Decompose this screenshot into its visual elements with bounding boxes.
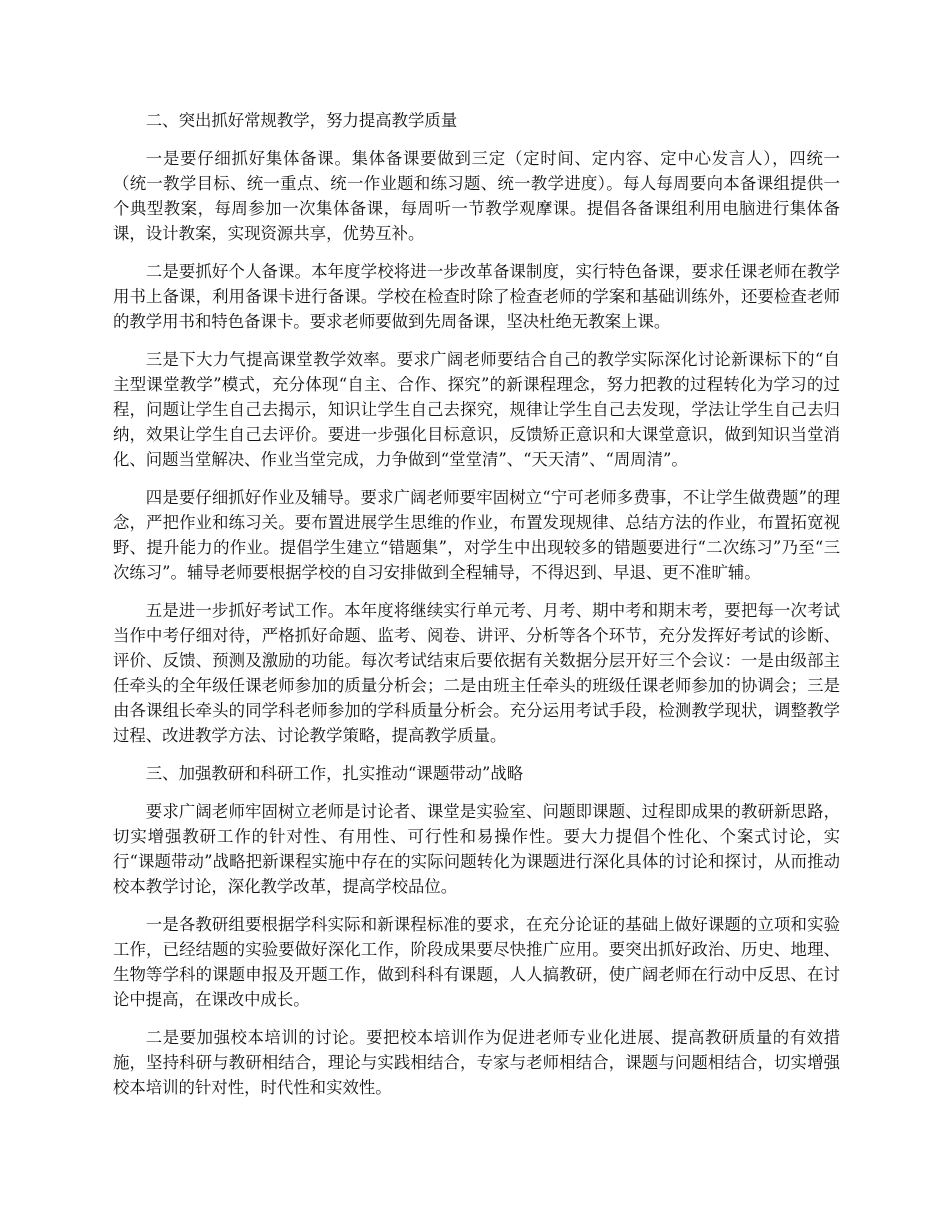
document-body	[113, 108, 840, 1113]
paragraph-exam-work: 五是进一步抓好考试工作。本年度将继续实行单元考、月考、期中考和期末考，要把每一次考试当作中考仔细对待，严格抓好命题、监考、阅卷、讲评、分析等各个环节，充分发挥好考试的诊断、评价、反馈、预测及激励的功能。每次考试结束后要依据有关数据分层开好三个会议：一是由级部主任牵头的全年级任课老师参加的质量分析会；二是由班主任牵头的班级任课老师参加的协调会；三是由各课组长牵头的同学科老师参加的学科质量分析会。充分运用考试手段，检测教学现状，调整教学过程、改进教学方法、讨论教学策略，提高教学质量。	[113, 601, 840, 745]
paragraph-school-training: 二是要加强校本培训的讨论。要把校本培训作为促进老师专业化进展、提高教研质量的有效措施，坚持科研与教研相结合，理论与实践相结合，专家与老师相结合，课题与问题相结合，切实增强校本培训的针对性，时代性和实效性。	[113, 1028, 840, 1097]
section-heading-2: 二、突出抓好常规教学，努力提高教学质量	[145, 111, 458, 130]
paragraph-homework-tutoring: 四是要仔细抓好作业及辅导。要求广阔老师要牢固树立“宁可老师多费事，不让学生做费题”的理念，严把作业和练习关。要布置进展学生思维的作业，布置发现规律、总结方法的作业，布置拓宽视野、提升能力的作业。提倡学生建立“错题集”，对学生中出现较多的错题要进行“二次练习”乃至“三次练习”。辅导老师要根据学校的自习安排做到全程辅导，不得迟到、早退、更不准旷辅。	[113, 488, 840, 582]
paragraph-classroom-efficiency: 三是下大力气提高课堂教学效率。要求广阔老师要结合自己的教学实际深化讨论新课标下的“自主型课堂教学”模式，充分体现“自主、合作、探究”的新课程理念，努力把教的过程转化为学习的过程，问题让学生自己去揭示，知识让学生自己去探究，规律让学生自己去发现，学法让学生自己去归纳，效果让学生自己去评价。要进一步强化目标意识，反馈矫正意识和大课堂意识，做到知识当堂消化、问题当堂解决、作业当堂完成，力争做到“堂堂清”、“天天清”、“周周清”。	[113, 350, 840, 469]
paragraph-research-approach: 要求广阔老师牢固树立老师是讨论者、课堂是实验室、问题即课题、过程即成果的教研新思路，切实增强教研工作的针对性、有用性、可行性和易操作性。要大力提倡个性化、个案式讨论，实行“课题带动”战略把新课程实施中存在的实际问题转化为课题进行深化具体的讨论和探讨，从而推动校本教学讨论，深化教学改革，提高学校品位。	[113, 802, 840, 896]
paragraph-individual-lesson-prep: 二是要抓好个人备课。本年度学校将进一步改革备课制度，实行特色备课，要求任课老师在教学用书上备课，利用备课卡进行备课。学校在检查时除了检查老师的学案和基础训练外，还要检查老师的教学用书和特色备课卡。要求老师要做到先周备课，坚决杜绝无教案上课。	[113, 262, 840, 331]
section-heading-3: 三、加强教研和科研工作，扎实推动“课题带动”战略	[145, 764, 524, 783]
paragraph-collective-lesson-prep: 一是要仔细抓好集体备课。集体备课要做到三定（定时间、定内容、定中心发言人），四统一（统一教学目标、统一重点、统一作业题和练习题、统一教学进度）。每人每周要向本备课组提供一个典型教案，每周参加一次集体备课，每周听一节教学观摩课。提倡各备课组利用电脑进行集体备课，设计教案，实现资源共享，优势互补。	[113, 149, 840, 243]
paragraph-research-groups: 一是各教研组要根据学科实际和新课程标准的要求，在充分论证的基础上做好课题的立项和实验工作，已经结题的实验要做好深化工作，阶段成果要尽快推广应用。要突出抓好政治、历史、地理、生物等学科的课题申报及开题工作，做到科科有课题，人人搞教研，使广阔老师在行动中反思、在讨论中提高，在课改中成长。	[113, 915, 840, 1009]
